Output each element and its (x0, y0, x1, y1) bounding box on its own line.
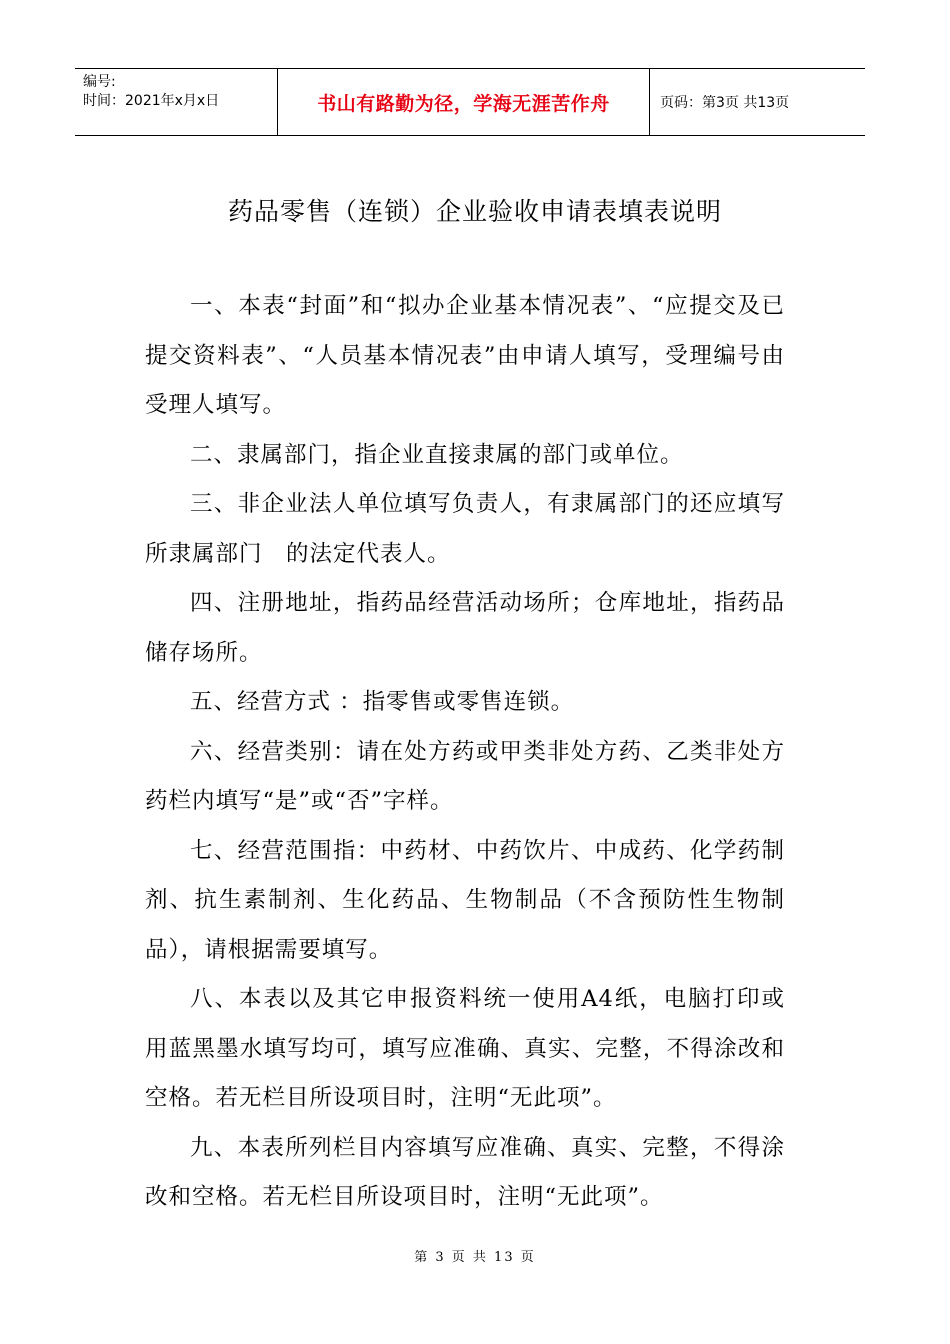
paragraph-1: 一、本表“封面”和“拟办企业基本情况表”、“应提交及已提交资料表”、“人员基本情况表”由申请人填写，受理编号由受理人填写。 (145, 293, 785, 418)
header-motto-cell (278, 69, 650, 135)
paragraph-5: 五、经营方式 ：指零售或零售连锁。 (190, 689, 575, 715)
document-body (145, 282, 785, 1223)
paragraph-4: 四、注册地址，指药品经营活动场所；仓库地址，指药品储存场所。 (145, 590, 785, 666)
paragraph-8: 八、本表以及其它申报资料统一使用A4纸，电脑打印或用蓝黑墨水填写均可，填写应准确、真实、完整，不得涂改和空格。若无栏目所设项目时，注明“无此项”。 (145, 986, 785, 1111)
paragraph-2: 二、隶属部门，指企业直接隶属的部门或单位。 (190, 441, 684, 468)
document-header (75, 68, 865, 136)
header-meta (75, 69, 278, 135)
paragraph-9: 九、本表所列栏目内容填写应准确、真实、完整，不得涂改和空格。若无栏目所设项目时，注明“无此项”。 (145, 1134, 785, 1210)
paragraph-6: 六、经营类别：请在处方药或甲类非处方药、乙类非处方药栏内填写“是”或“否”字样。 (145, 738, 785, 814)
header-page-cell (650, 69, 865, 135)
paragraph-7: 七、经营范围指：中药材、中药饮片、中成药、化学药制剂、抗生素制剂、生化药品、生物制品（不含预防性生物制品），请根据需要填写。 (145, 837, 785, 963)
header-page-info: 页码：第3页 共13页 (660, 95, 790, 111)
number-label: 编号: (83, 74, 116, 90)
header-motto: 书山有路勤为径，学海无涯苦作舟 (317, 92, 610, 115)
document-title: 药品零售（连锁）企业验收申请表填表说明 (227, 197, 722, 226)
page-footer: 第 3 页 共 13 页 (414, 1250, 536, 1265)
time-label: 时间：2021年x月x日 (83, 93, 220, 109)
paragraph-3: 三、非企业法人单位填写负责人，有隶属部门的还应填写所隶属部门 的法定代表人。 (145, 491, 785, 567)
